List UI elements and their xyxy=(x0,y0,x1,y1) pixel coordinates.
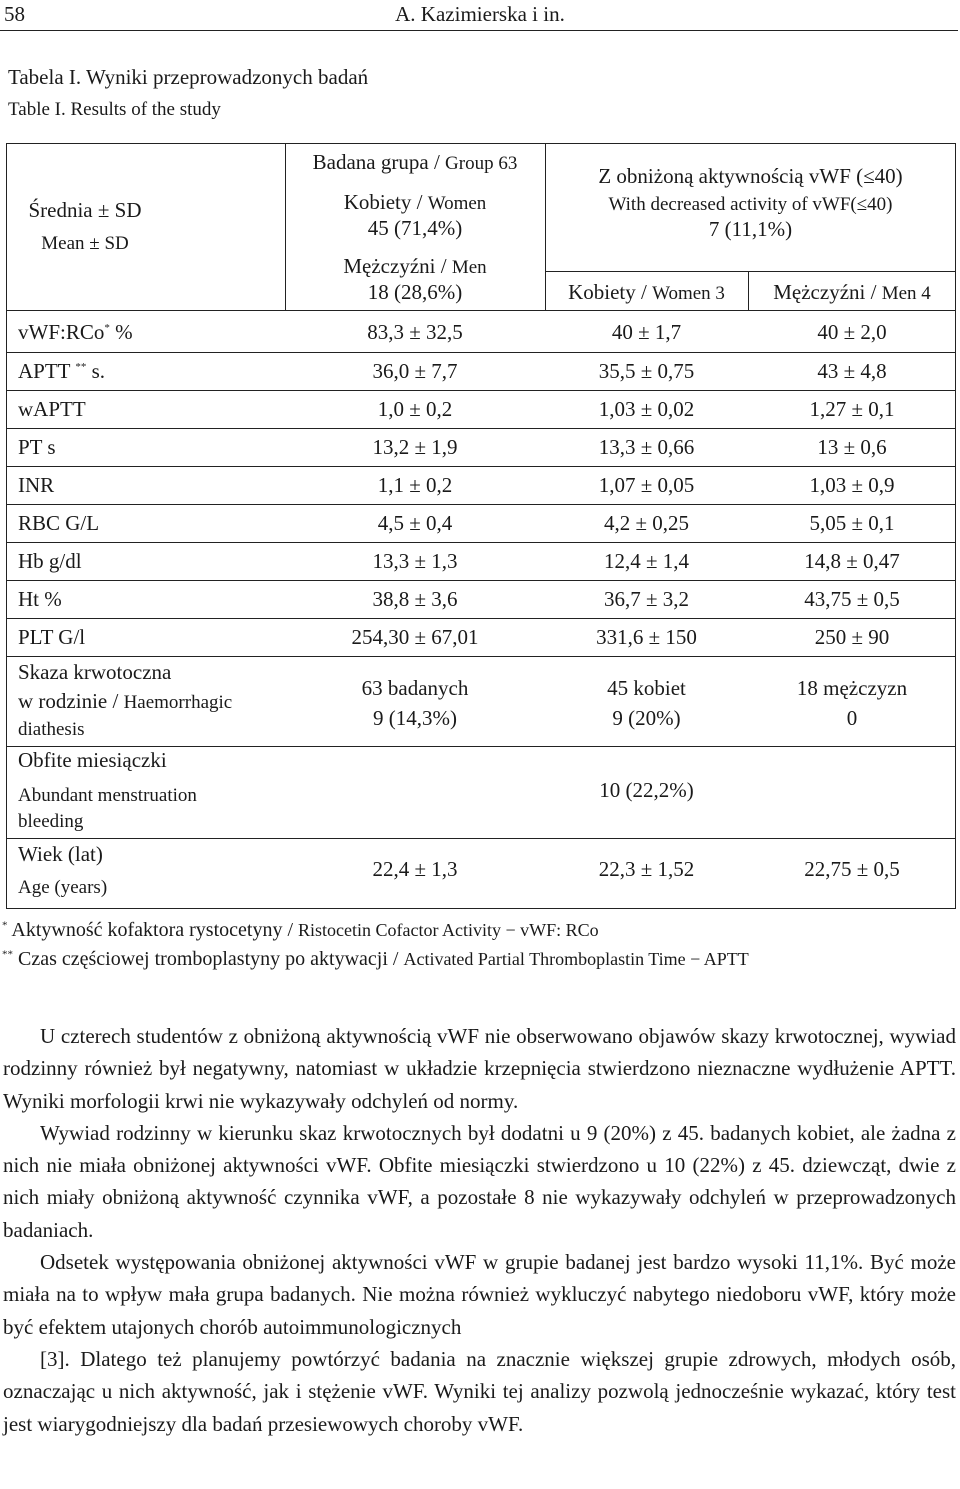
divider xyxy=(6,352,956,353)
paragraph: [3]. Dlatego też planujemy powtórzyć badania na znacznie większej grupie zdrowych, młodych osób, oznaczając u nich aktywność, jak i stężenie vWF. Wyniki tej analizy pozwolą jednocześnie wykazać, który test jest wiarygodniejszy dla badań przesiewowych choroby vWF. xyxy=(3,1346,956,1436)
divider xyxy=(6,838,956,839)
menstruation-value: 10 (22,2%) xyxy=(599,778,694,802)
sub-women-header-pl: Kobiety / xyxy=(568,280,653,304)
divider xyxy=(6,310,956,311)
divider xyxy=(6,390,956,391)
vwf-header xyxy=(545,164,956,242)
row-label: PLT G/l xyxy=(18,625,86,649)
group-value: 1,1 ± 0,2 xyxy=(377,473,453,497)
men-header-en: Men xyxy=(451,257,487,278)
age-women: 22,3 ± 1,52 xyxy=(598,857,695,881)
sub-men-header xyxy=(748,280,956,306)
men-value: 14,8 ± 0,47 xyxy=(804,549,900,573)
body-text xyxy=(3,1020,956,1440)
divider xyxy=(6,504,956,505)
group-header-pl: Badana grupa / xyxy=(312,150,446,174)
paragraph: U czterech studentów z obniżoną aktywnością vWF nie obserwowano objawów skazy krwotocznej, wywiad rodzinny również był negatywny, natomiast w układzie krzepnięcia stwierdzono nieznaczne wydłużenie APTT. Wyniki morfologii krwi nie wykazywały odchyleń od normy. xyxy=(3,1024,956,1113)
women-value: 12,4 ± 1,4 xyxy=(603,549,690,573)
footnote-2: ** Czas częściowej tromboplastyny po aktywacji / Activated Partial Thromboplastin Time − APTT xyxy=(2,948,749,970)
women-header-count: 45 (71,4%) xyxy=(367,216,463,240)
divider xyxy=(6,618,956,619)
menstruation-label: Obfite miesiączki Abundant menstruation bleeding xyxy=(18,748,197,832)
header-rule xyxy=(0,30,958,31)
age-label: Wiek (lat) Age (years) xyxy=(18,842,108,898)
page-number: 58 xyxy=(4,2,25,26)
men-value: 250 ± 90 xyxy=(814,625,890,649)
women-value: 331,6 ± 150 xyxy=(596,625,697,649)
divider xyxy=(6,542,956,543)
men-value: 40 ± 2,0 xyxy=(817,320,887,344)
stub-header xyxy=(6,198,164,256)
row-label: APTT ** s. xyxy=(18,359,106,383)
women-value: 35,5 ± 0,75 xyxy=(598,359,695,383)
age-group: 22,4 ± 1,3 xyxy=(372,857,458,881)
divider xyxy=(6,466,956,467)
men-value: 13 ± 0,6 xyxy=(817,435,887,459)
women-value: 1,03 ± 0,02 xyxy=(598,397,695,421)
diathesis-women: 45 kobiet 9 (20%) xyxy=(607,676,686,730)
men-value: 1,03 ± 0,9 xyxy=(809,473,895,497)
men-value: 5,05 ± 0,1 xyxy=(809,511,895,535)
divider xyxy=(6,580,956,581)
group-value: 254,30 ± 67,01 xyxy=(351,625,479,649)
row-label: vWF:RCo* % xyxy=(18,320,133,344)
women-value: 36,7 ± 3,2 xyxy=(603,587,690,611)
running-title: A. Kazimierska i in. xyxy=(395,2,565,26)
stub-header-pl: Średnia ± SD xyxy=(28,198,142,222)
divider xyxy=(6,746,956,747)
men-header-pl: Mężczyźni / xyxy=(343,254,452,278)
group-header xyxy=(285,150,545,305)
diathesis-label: Skaza krwotoczna w rodzinie / Haemorrhagic diathesis xyxy=(18,660,233,740)
row-label: INR xyxy=(18,473,55,497)
group-value: 13,2 ± 1,9 xyxy=(372,435,458,459)
women-value: 4,2 ± 0,25 xyxy=(603,511,690,535)
women-header-pl: Kobiety / xyxy=(343,190,428,214)
row-label: RBC G/L xyxy=(18,511,100,535)
row-label: wAPTT xyxy=(18,397,86,421)
vwf-header-count: 7 (11,1%) xyxy=(708,217,793,241)
table-caption-pl: Tabela I. Wyniki przeprowadzonych badań xyxy=(8,65,369,89)
men-value: 43 ± 4,8 xyxy=(817,359,887,383)
group-value: 4,5 ± 0,4 xyxy=(377,511,453,535)
paragraph: Odsetek występowania obniżonej aktywności vWF w grupie badanej jest bardzo wysoki 11,1%. Być może miała na to wpływ mała grupa badanych. Nie można również wykluczyć nabytego niedoboru vWF, który może być efektem utajonych chorób autoimmunologicznych xyxy=(3,1250,956,1339)
women-header-en: Women xyxy=(427,193,487,214)
divider xyxy=(545,271,956,272)
diathesis-group: 63 badanych 9 (14,3%) xyxy=(361,676,469,730)
row-label: PT s xyxy=(18,435,56,459)
women-value: 13,3 ± 0,66 xyxy=(598,435,695,459)
vwf-header-pl: Z obniżoną aktywnością vWF (≤40) xyxy=(598,164,903,188)
divider xyxy=(6,656,956,657)
divider xyxy=(6,428,956,429)
men-value: 43,75 ± 0,5 xyxy=(804,587,900,611)
age-men: 22,75 ± 0,5 xyxy=(804,857,900,881)
sub-men-header-en: Men 4 xyxy=(881,283,931,304)
group-value: 13,3 ± 1,3 xyxy=(372,549,458,573)
women-value: 1,07 ± 0,05 xyxy=(598,473,695,497)
footnote-1: * Aktywność kofaktora rystocetyny / Ristocetin Cofactor Activity − vWF: RCo xyxy=(2,919,599,941)
group-value: 1,0 ± 0,2 xyxy=(377,397,453,421)
group-value: 83,3 ± 32,5 xyxy=(367,320,463,344)
group-header-en: Group 63 xyxy=(445,153,518,174)
women-value: 40 ± 1,7 xyxy=(611,320,682,344)
stub-header-en: Mean ± SD xyxy=(41,233,129,254)
vwf-header-en: With decreased activity of vWF(≤40) xyxy=(608,194,893,215)
sub-women-header-en: Women 3 xyxy=(652,283,725,304)
men-header-count: 18 (28,6%) xyxy=(367,280,463,304)
sub-women-header xyxy=(545,280,748,306)
group-value: 38,8 ± 3,6 xyxy=(372,587,458,611)
sub-men-header-pl: Mężczyźni / xyxy=(773,280,882,304)
men-value: 1,27 ± 0,1 xyxy=(809,397,895,421)
table-caption-en: Table I. Results of the study xyxy=(8,99,221,120)
row-label: Ht % xyxy=(18,587,62,611)
row-label: Hb g/dl xyxy=(18,549,82,573)
running-header xyxy=(0,0,960,30)
diathesis-men: 18 mężczyzn 0 xyxy=(796,676,908,730)
group-value: 36,0 ± 7,7 xyxy=(372,359,458,383)
paragraph: Wywiad rodzinny w kierunku skaz krwotocznych był dodatni u 9 (20%) z 45. badanych kobiet, ale żadna z nich nie miała obniżonej aktywności vWF. Obfite miesiączki stwierdzono u 10 (22%) z 45. dziewcząt, dwie z nich miały obniżoną aktywność czynnika vWF, a pozostałe 8 nie wykazywały odchyleń w przeprowadzonych badaniach. xyxy=(3,1120,956,1242)
